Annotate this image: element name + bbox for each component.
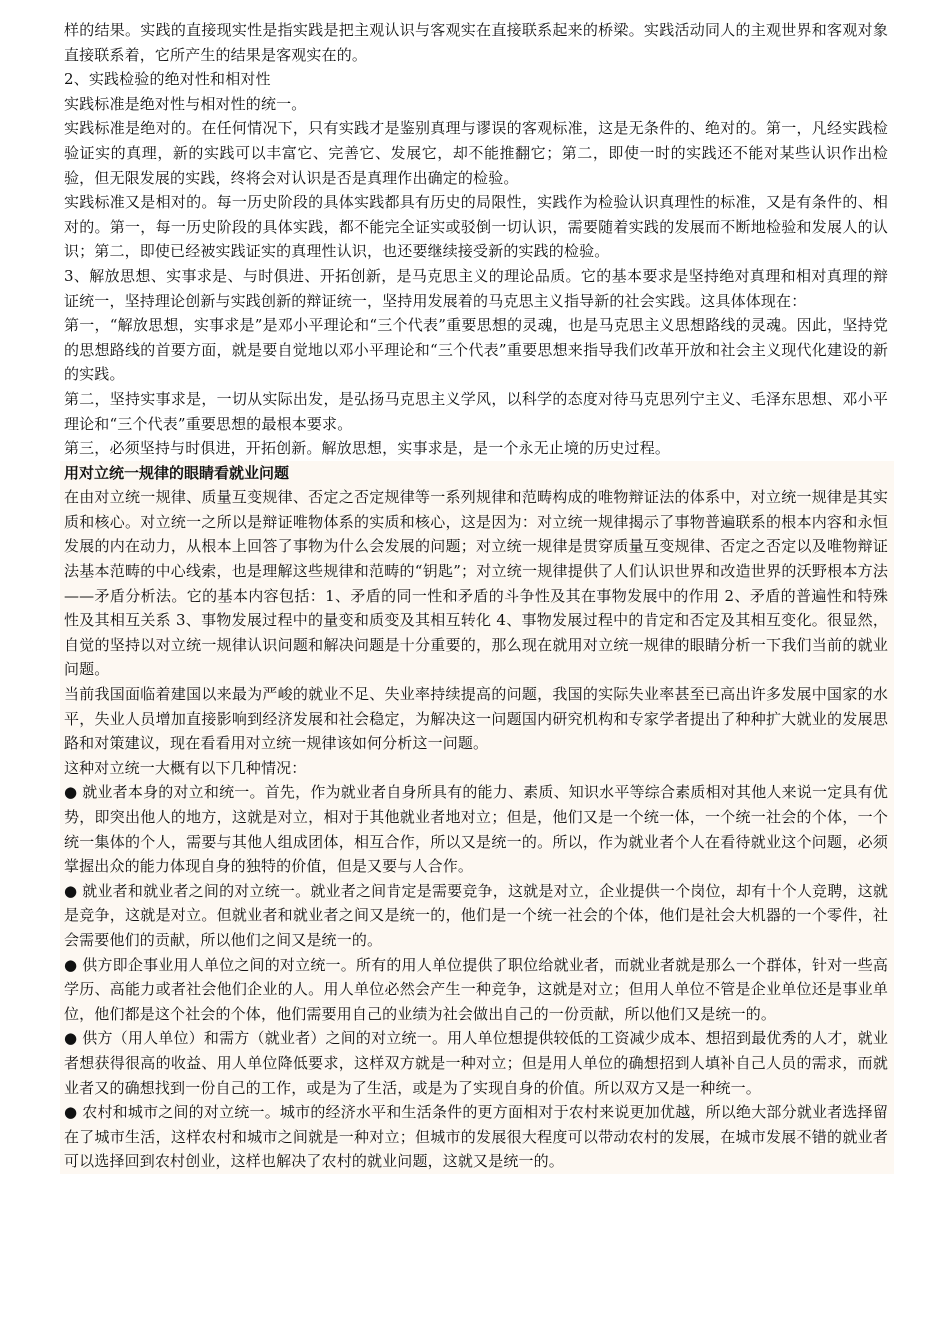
- section-employment: [60, 461, 894, 1174]
- paragraph-unity-statement: 实践标准是绝对性与相对性的统一。: [64, 94, 307, 113]
- paragraph-third-point: 第三，必须坚持与时俱进，开拓创新。解放思想，实事求是，是一个永无止境的历史过程。: [64, 439, 671, 458]
- paragraph-second-point: 第二，坚持实事求是，一切从实际出发，是弘扬马克思主义学风，以科学的态度对待马克思列宁主义、毛泽东思想、邓小平理论和“三个代表”重要思想的最根本要求。: [64, 389, 888, 433]
- document-page: [64, 18, 888, 1174]
- paragraph-first-point: 第一，“解放思想，实事求是”是邓小平理论和“三个代表”重要思想的灵魂，也是马克思主义思想路线的灵魂。因此，坚持党的思想路线的首要方面，就是要自觉地以邓小平理论和“三个代表”重要思想来指导我们改革开放和社会主义现代化建设的新的实践。: [64, 316, 888, 384]
- paragraph-cases-intro: 这种对立统一大概有以下几种情况：: [64, 758, 307, 777]
- paragraph-unity-law: 在由对立统一规律、质量互变规律、否定之否定规律等一系列规律和范畴构成的唯物辩证法的体系中，对立统一规律是其实质和核心。对立统一之所以是辩证唯物体系的实质和核心，这是因为：对立统一规律揭示了事物普遍联系的根本内容和永恒发展的内在动力，从根本上回答了事物为什么会发展的问题；对立统一规律是贯穿质量互变规律、否定之否定以及唯物辩证法基本范畴的中心线索，也是理解这些规律和范畴的“钥匙”；对立统一规律提供了人们认识世界和改造世界的沃野根本方法——矛盾分析法。它的基本内容包括：1、矛盾的同一性和矛盾的斗争性及其在事物发展中的作用 2、矛盾的普遍性和特殊性及其相互关系 3、事物发展过程中的量变和质变及其相互转化 4、事物发展过程中的肯定和否定及其相互变化。很显然，自觉的坚持以对立统一规律认识问题和解决问题是十分重要的，那么现在就用对立统一规律的眼睛分析一下我们当前的就业问题。: [64, 488, 888, 679]
- paragraph-employment-situation: 当前我国面临着建国以来最为严峻的就业不足、失业率持续提高的问题，我国的实际失业率甚至已高出许多发展中国家的水平，失业人员增加直接影响到经济发展和社会稳定，为解决这一问题国内研究机构和专家学者提出了种种扩大就业的发展思路和对策建议，现在看看用对立统一规律该如何分析这一问题。: [64, 685, 888, 753]
- bullet-job-seeker-self: ● 就业者本身的对立和统一。首先，作为就业者自身所具有的能力、素质、知识水平等综合素质相对其他人来说一定具有优势，即突出他人的地方，这就是对立，相对于其他就业者地对立；但是，他们又是一个统一体，一个统一社会的个体，一个统一集体的个人，需要与其他人组成团体，相互合作，所以又是统一的。所以，作为就业者个人在看待就业这个问题，必须掌握出众的能力体现自身的独特的价值，但是又要与人合作。: [64, 783, 888, 876]
- heading-absolute-relative: 2、实践检验的绝对性和相对性: [64, 70, 271, 89]
- section-practice-standard: [64, 18, 888, 461]
- paragraph-theoretical-quality: 3、解放思想、实事求是、与时俱进、开拓创新，是马克思主义的理论品质。它的基本要求是坚持绝对真理和相对真理的辩证统一，坚持理论创新与实践创新的辩证统一，坚持用发展着的马克思主义指导新的社会实践。这具体体现在：: [64, 266, 888, 310]
- section-title: 用对立统一规律的眼睛看就业问题: [64, 463, 290, 482]
- bullet-rural-urban: ● 农村和城市之间的对立统一。城市的经济水平和生活条件的更方面相对于农村来说更加优越，所以绝大部分就业者选择留在了城市生活，这样农村和城市之间就是一种对立；但城市的发展很大程度可以带动农村的发展，在城市发展不错的就业者可以选择回到农村创业，这样也解决了农村的就业问题，这就又是统一的。: [64, 1103, 888, 1171]
- bullet-between-employers: ● 供方即企事业用人单位之间的对立统一。所有的用人单位提供了职位给就业者，而就业者就是那么一个群体，针对一些高学历、高能力或者社会他们企业的人。用人单位必然会产生一种竞争，这就是对立；但用人单位不管是企业单位还是事业单位，他们都是这个社会的个体，他们需要用自己的业绩为社会做出自己的一份贡献，所以他们又是统一的。: [64, 955, 888, 1023]
- paragraph-absolute-standard: 实践标准是绝对的。在任何情况下，只有实践才是鉴别真理与谬误的客观标准，这是无条件的、绝对的。第一，凡经实践检验证实的真理，新的实践可以丰富它、完善它、发展它，却不能推翻它；第二，即使一时的实践还不能对某些认识作出检验，但无限发展的实践，终将会对认识是否是真理作出确定的检验。: [64, 119, 888, 187]
- paragraph-practice-reality: 样的结果。实践的直接现实性是指实践是把主观认识与客观实在直接联系起来的桥梁。实践活动同人的主观世界和客观对象直接联系着，它所产生的结果是客观实在的。: [64, 21, 888, 64]
- bullet-between-job-seekers: ● 就业者和就业者之间的对立统一。就业者之间肯定是需要竞争，这就是对立，企业提供一个岗位，却有十个人竞聘，这就是竞争，这就是对立。但就业者和就业者之间又是统一的，他们是一个统一社会的个体，他们是社会大机器的一个零件，社会需要他们的贡献，所以他们之间又是统一的。: [64, 881, 888, 949]
- paragraph-relative-standard: 实践标准又是相对的。每一历史阶段的具体实践都具有历史的局限性，实践作为检验认识真理性的标准，又是有条件的、相对的。第一，每一历史阶段的具体实践，都不能完全证实或驳倒一切认识，需要随着实践的发展而不断地检验和发展人的认识；第二，即使已经被实践证实的真理性认识，也还要继续接受新的实践的检验。: [64, 193, 888, 261]
- bullet-supply-demand: ● 供方（用人单位）和需方（就业者）之间的对立统一。用人单位想提供较低的工资减少成本、想招到最优秀的人才，就业者想获得很高的收益、用人单位降低要求，这样双方就是一种对立；但是用人单位的确想招到人填补自己人员的需求，而就业者又的确想找到一份自己的工作，或是为了生活，或是为了实现自身的价值。所以双方又是一种统一。: [64, 1029, 888, 1097]
